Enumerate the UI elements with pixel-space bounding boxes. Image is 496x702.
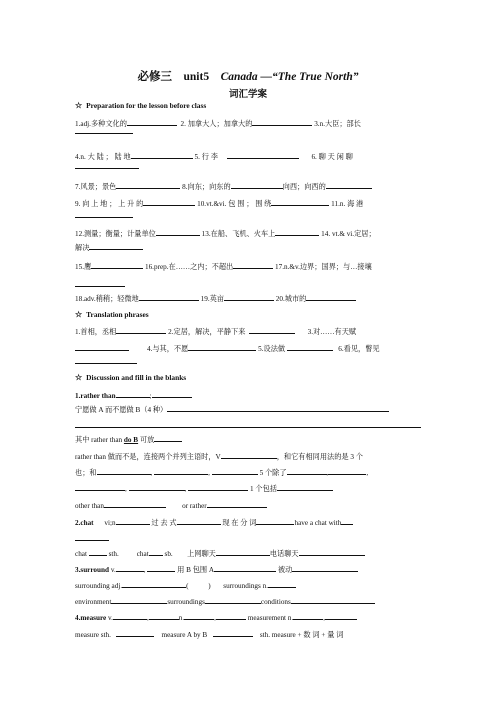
vocab-line-4: 9. 向 上 地 ； 上 升 的 10.vt.&vi. 包 围 ； 围 绕 11.n. 海 港 (75, 200, 364, 208)
blank[interactable] (231, 181, 283, 189)
blank[interactable] (252, 118, 312, 126)
rather-cn-line: 宁愿做 A 而不愿做 B（4 种） (75, 404, 421, 415)
chat-usage-line: chat sth. chat sb. 上网聊天 电话聊天 (75, 548, 421, 559)
blank-line[interactable] (75, 540, 109, 541)
blank[interactable] (188, 483, 248, 491)
blank[interactable] (268, 580, 296, 588)
star-icon: ☆ (75, 101, 83, 110)
blank[interactable] (116, 326, 166, 334)
unit-label: unit5 (183, 71, 210, 83)
blank[interactable] (154, 467, 208, 475)
blank[interactable] (149, 612, 179, 620)
rather-usage-line: rather than 做而不是，连接两个并列主语时，V ，和它有相同用法的是 3 个 (75, 453, 363, 461)
blank[interactable] (293, 612, 323, 620)
blank[interactable] (299, 548, 365, 556)
blank-line[interactable] (75, 286, 125, 287)
environment-line: environment surroundings conditions (75, 596, 421, 607)
rather-include-line: , , 1 个包括 (75, 483, 421, 494)
section-heading-translation: ☆ Translation phrases (75, 310, 149, 319)
blank[interactable] (116, 390, 150, 398)
rather-synonyms-line: 也；和 , , 5 个除了 , , (75, 469, 369, 477)
section-heading-preparation: ☆ Preparation for the lesson before class (75, 101, 207, 110)
page-subtitle: 词汇学案 (228, 89, 267, 100)
blank[interactable] (287, 467, 327, 475)
blank[interactable] (116, 629, 154, 637)
star-icon: ☆ (75, 373, 83, 382)
blank[interactable] (167, 404, 389, 412)
blank-line[interactable] (75, 363, 137, 364)
blank[interactable] (205, 596, 261, 604)
rather-than-line: 1.rather than ; (75, 390, 421, 401)
chat-line: 2.chat vi;n 过 去 式 现 在 分 词 have a chat with (75, 517, 421, 528)
blank[interactable] (216, 612, 246, 620)
vocab-line-3: 7.风景；景色 8.向东；向东的 向西；向西的 (75, 181, 421, 192)
phrase-line-2: 4.与其，不愿 5.设法做 6.看见，瞥见 (75, 343, 421, 354)
other-than-line: other than or rather (75, 500, 421, 511)
measure-usage-line: measure sth. measure A by B sth. measure + 数 词 + 量 词 (75, 631, 344, 639)
vocab-line-6: 解决 (75, 242, 421, 253)
blank[interactable] (207, 500, 267, 508)
blank[interactable] (328, 467, 366, 475)
blank[interactable] (122, 580, 186, 588)
blank-line[interactable] (75, 133, 133, 134)
vocab-line-1: 1.adj.多种文化的 2. 加拿大人；加拿大的 3.n.大臣；部长 (75, 120, 361, 128)
blank[interactable] (127, 118, 177, 126)
rather-dob-line: 其中 rather than do B 可放 (75, 434, 421, 445)
blank[interactable] (147, 564, 175, 572)
surround-line: 3.surround v. , 用 B 包围 A 被动 (75, 564, 421, 575)
blank[interactable] (131, 151, 193, 159)
vocab-line-2: 4.n. 大 陆 ； 陆 地 5. 行 李 6. 聊 天 闲 聊 (75, 153, 353, 161)
blank[interactable] (214, 564, 276, 572)
phrase-line-1: 1.首相，丞相 2.定居，解决，平静下来 3.对……有天赋 (75, 328, 357, 336)
blank[interactable] (116, 181, 180, 189)
blank[interactable] (326, 181, 372, 189)
blank[interactable] (111, 596, 167, 604)
blank-line[interactable] (75, 217, 133, 218)
section-heading-discussion: ☆ Discussion and fill in the blanks (75, 373, 187, 382)
blank[interactable] (104, 500, 166, 508)
blank[interactable] (291, 596, 375, 604)
blank[interactable] (97, 467, 151, 475)
blank[interactable] (256, 517, 294, 525)
blank[interactable] (152, 390, 192, 398)
blank[interactable] (113, 612, 147, 620)
blank[interactable] (249, 326, 295, 334)
blank[interactable] (149, 548, 163, 556)
blank[interactable] (184, 612, 214, 620)
blank-line[interactable] (75, 427, 421, 428)
blank[interactable] (287, 343, 333, 351)
blank[interactable] (233, 261, 273, 269)
blank[interactable] (154, 434, 182, 442)
blank[interactable] (89, 548, 107, 556)
star-icon: ☆ (75, 310, 83, 319)
blank[interactable] (271, 198, 329, 206)
blank[interactable] (89, 242, 143, 250)
blank[interactable] (156, 228, 200, 236)
blank[interactable] (325, 612, 357, 620)
vocab-line-9: 18.adv.稍稍；轻微地 19.英亩 20.城市的 (75, 293, 421, 304)
measure-line: 4.measure v. , n. , measurement n. , (75, 612, 421, 623)
blank[interactable] (139, 293, 199, 301)
vocab-line-7: 15.鹰 16.prep.在……之内；不超出 17.n.&v.边界；国界；与…接壤 (75, 263, 372, 271)
blank[interactable] (227, 151, 299, 159)
blank[interactable] (143, 198, 195, 206)
blank[interactable] (75, 483, 125, 491)
blank[interactable] (306, 293, 356, 301)
blank[interactable] (224, 293, 274, 301)
blank[interactable] (91, 261, 143, 269)
blank[interactable] (277, 483, 333, 491)
blank[interactable] (129, 483, 185, 491)
blank[interactable] (116, 564, 144, 572)
blank[interactable] (177, 517, 221, 525)
surrounding-line: surrounding adj. ( ) surroundings n. (75, 580, 421, 591)
book-label: 必修三 (137, 71, 172, 83)
blank[interactable] (275, 228, 319, 236)
page-title (0, 68, 496, 84)
blank[interactable] (216, 548, 270, 556)
blank[interactable] (341, 517, 353, 525)
blank[interactable] (212, 467, 258, 475)
unit-title: Canada —“The True North” (220, 71, 359, 83)
blank[interactable] (188, 343, 256, 351)
blank[interactable] (213, 629, 253, 637)
blank[interactable] (221, 451, 277, 459)
blank[interactable] (116, 517, 150, 525)
blank[interactable] (292, 564, 358, 572)
vocab-line-5: 12.测量；衡量；计量单位 13.在船、飞机、火车上 14. vt.& vi.定居； (75, 230, 376, 238)
blank-line[interactable] (75, 168, 139, 169)
blank[interactable] (75, 343, 129, 351)
